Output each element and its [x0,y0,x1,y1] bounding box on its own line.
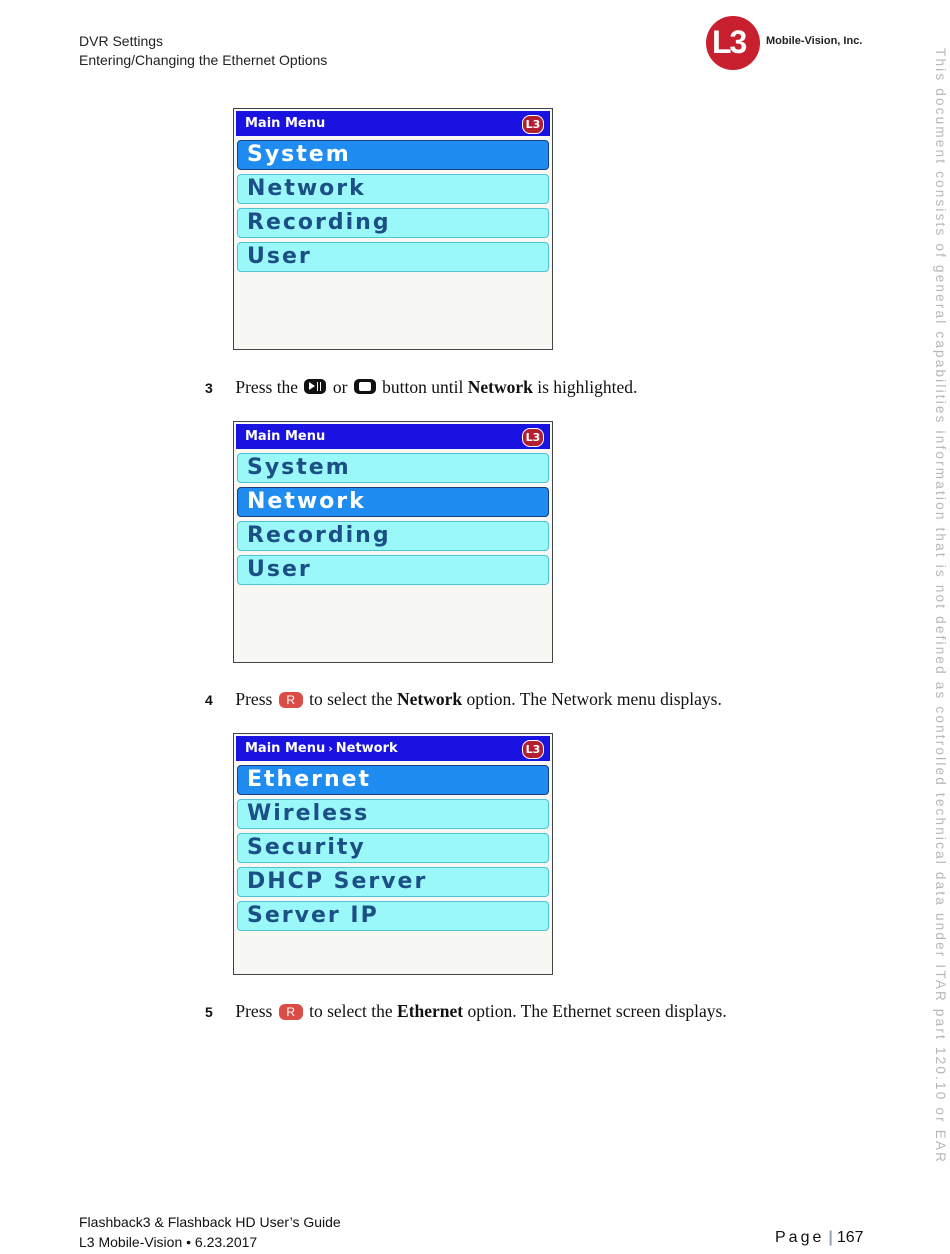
r-button-icon: R [279,1004,303,1020]
header-subsection-title: Entering/Changing the Ethernet Options [79,52,328,68]
step-number: 4 [205,692,213,708]
screen-title-sub: Network [335,741,398,756]
step-3 [205,377,637,398]
menu-item-user: User [237,555,549,585]
r-button-icon: R [279,692,303,708]
dvr-screen-main-menu-system [233,108,553,350]
menu-item-recording: Recording [237,208,549,238]
screen-title: Main Menu [245,429,326,444]
step-number: 3 [205,380,213,396]
menu-item-system: System [237,453,549,483]
menu-item-ethernet: Ethernet [237,765,549,795]
l3-badge-icon: L3 [522,428,544,447]
l3-badge-icon: L3 [522,115,544,134]
step-4 [205,689,722,710]
menu-item-server-ip: Server IP [237,901,549,931]
step-text: Press the [235,377,299,397]
footer-guide-title: Flashback3 & Flashback HD User’s Guide [79,1214,341,1230]
dvr-screen-network-menu [233,733,553,975]
footer-company-date: L3 Mobile-Vision • 6.23.2017 [79,1234,258,1250]
step-5 [205,1001,727,1022]
play-pause-button-icon [304,379,326,394]
step-emphasis: Network [467,377,533,397]
page-label: Page [775,1229,825,1246]
logo-company-name: Mobile-Vision, Inc. [766,35,863,47]
stop-button-icon [354,379,376,394]
step-text: option. The Network menu displays. [466,689,722,709]
step-text: button until [382,377,464,397]
page-number [775,1229,864,1247]
step-text: to select the [309,689,393,709]
running-footer [79,1212,341,1252]
menu-item-user: User [237,242,549,272]
menu-item-system: System [237,140,549,170]
menu-item-dhcp-server: DHCP Server [237,867,549,897]
menu-item-wireless: Wireless [237,799,549,829]
step-emphasis: Ethernet [397,1001,464,1021]
header-section-title: DVR Settings [79,33,164,49]
step-text: to select the [309,1001,393,1021]
menu-item-security: Security [237,833,549,863]
screen-title: Main Menu [245,741,326,756]
screen-title-bar [236,424,550,449]
dvr-screen-main-menu-network [233,421,553,663]
step-text: Press [235,1001,273,1021]
export-control-watermark: This document consists of general capabilities information that is not defined as controlled technical data under ITAR part 120.10 or EAR [933,48,948,1165]
logo-mark [706,16,760,70]
menu-item-recording: Recording [237,521,549,551]
menu-item-network: Network [237,487,549,517]
screen-title: Main Menu [245,116,326,131]
step-text: Press [235,689,273,709]
breadcrumb-chevron-icon: › [328,742,333,755]
company-logo [706,16,876,70]
step-number: 5 [205,1004,213,1020]
step-emphasis: Network [397,689,463,709]
l3-badge-icon: L3 [522,740,544,759]
logo-mark-text: L3 [712,24,746,60]
screen-title-bar [236,111,550,136]
running-header [79,32,327,70]
step-text: option. The Ethernet screen displays. [467,1001,727,1021]
page-number-value: 167 [836,1229,864,1246]
step-text: is highlighted. [537,377,638,397]
screen-title-bar [236,736,550,761]
page-divider: | [828,1229,833,1246]
menu-item-network: Network [237,174,549,204]
step-text: or [332,377,348,397]
